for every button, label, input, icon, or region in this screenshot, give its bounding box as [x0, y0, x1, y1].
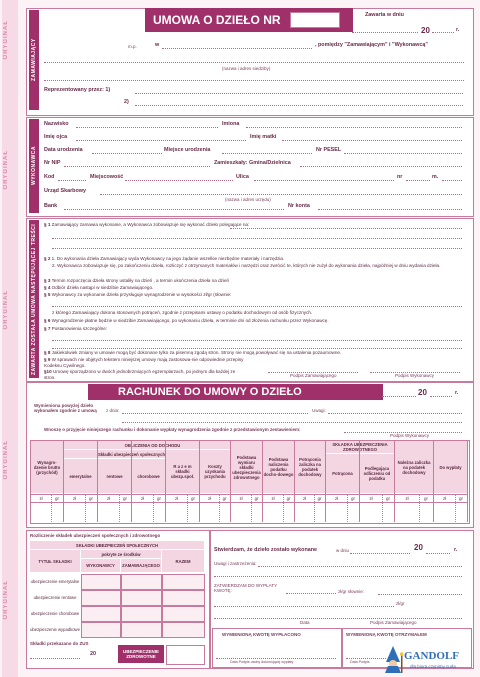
nip-label: Nr NIP	[44, 160, 61, 166]
approval-approve: ZATWIERDZAM DO WYPŁATY KWOTĘ:	[214, 583, 278, 593]
calc-podstawa-zdr: Podstawa wymiaru składki ubezpieczenia zdrowotnego	[231, 441, 262, 493]
flat-label: m.	[432, 174, 439, 180]
zus-year: 20	[90, 651, 96, 657]
calc-col-divider	[467, 441, 468, 522]
zus-row-label: ubezpieczenie emerytalne	[30, 574, 80, 588]
calc-unit-divider	[119, 495, 120, 522]
clause-5b-text: z którego Zamawiający dokona stosownych potrąceń, zgodnie z przepisami ustawy o podatku dochodowym od osób fizycznych.	[52, 310, 313, 315]
clause-4-text: Odbiór dzieła nastąpi w siedzibie Zamawiającego.	[51, 285, 154, 290]
bill-year-field[interactable]	[430, 396, 452, 397]
calc-col-divider	[63, 441, 64, 522]
zus-cell[interactable]	[121, 622, 162, 638]
bill-title	[88, 384, 383, 400]
clause-2-2	[52, 263, 464, 269]
house-nr-label: nr	[397, 174, 403, 180]
clause-1-num: § 1	[44, 222, 51, 227]
mother-label: Imię matki	[250, 134, 277, 140]
zus-health-field[interactable]	[166, 645, 205, 665]
approval-sign-z: Podpis Zamawiającego	[370, 620, 417, 625]
unit-gr: gr	[222, 496, 227, 501]
calc-subgroup: Składki ubezpieczeń społecznych	[64, 450, 199, 458]
bill-year-suffix: r.	[455, 390, 459, 396]
account-field[interactable]	[318, 209, 462, 210]
unit-gr: gr	[317, 496, 322, 501]
approval-day: w dniu	[336, 548, 350, 553]
surname-label: Nazwisko	[44, 121, 69, 127]
mp-label: m.p.	[128, 44, 137, 49]
bill-title-text: RACHUNEK DO UMOWY O DZIEŁO	[118, 386, 302, 398]
clause-3	[44, 278, 464, 284]
clause-1-text: Zamawiający zamawia wykonanie, a Wykonawca zobowiązuje się wykonać dzieło polegające na:	[51, 222, 250, 227]
unit-zl: zł	[106, 496, 111, 501]
repr-label: Reprezentowany przez: 1)	[44, 87, 111, 93]
zus-col-type: TYTUŁ SKŁADKI	[30, 550, 80, 572]
year-suffix: r.	[456, 27, 460, 33]
calc-tax: Należna zaliczka na podatek dochodowy	[395, 441, 433, 493]
calc-col-divider	[230, 441, 231, 522]
clause-9-num: § 9	[44, 357, 51, 362]
approval-amount-field[interactable]	[286, 593, 336, 594]
calc-sub-emer: emerytalne	[64, 459, 97, 493]
repr-1-field[interactable]	[135, 93, 463, 94]
approval-zl: zł/gr słownie:	[338, 589, 365, 594]
section-tresc: ZAWARTA ZOSTAŁA UMOWA NASTĘPUJĄCEJ TREŚCI	[29, 220, 39, 378]
tax-office-label: Urząd Skarbowy	[44, 188, 86, 194]
unit-zl: zł	[174, 496, 179, 501]
clause-2-2-text: 2. Wykonawca zobowiązuje się, po zakończeniu dzieła, rozliczyć z otrzymanych materiałów i narzędzi oraz zwrócić te, których nie zużył do wykonania dzieła, najpóźniej w dniu wydania dzieła.	[52, 263, 441, 268]
unit-gr: gr	[55, 496, 59, 501]
zus-header: SKŁADKI UBEZPIECZEŃ SPOŁECZNYCH	[30, 541, 204, 549]
unit-zl: zł	[239, 496, 243, 501]
date-label: Zawarta w dniu	[365, 12, 404, 18]
clause-1-line[interactable]	[52, 238, 462, 239]
unit-zl: zł	[405, 496, 409, 501]
postcode-field[interactable]	[58, 180, 86, 181]
approval-text: Stwierdzam, że dzieło zostało wykonane	[214, 547, 318, 553]
names-label: Imiona	[222, 121, 240, 127]
zus-covered: pokryte ze środków	[81, 550, 161, 558]
unit-zl: zł	[39, 496, 43, 501]
unit-zl: zł	[271, 496, 275, 501]
approval-year: 20	[414, 543, 423, 552]
clause-3-num: § 3	[44, 278, 51, 283]
bill-notes-line2[interactable]	[122, 422, 462, 423]
clause-7-num: § 7	[44, 326, 51, 331]
section-wykonawca: WYKONAWCA	[29, 119, 39, 213]
calc-col-divider	[394, 441, 395, 522]
approval-zl2: zł/gr	[396, 601, 405, 606]
house-nr-field[interactable]	[406, 180, 430, 181]
clause-5-text: Wykonawcy za wykonanie dzieła przysługuje wynagrodzenie w wysokości zł/gr (słownie:	[51, 292, 232, 297]
unit-gr: gr	[89, 496, 93, 501]
approval-year-field[interactable]	[426, 553, 450, 554]
date-field[interactable]	[352, 32, 418, 33]
city-label: Miejscowość	[90, 174, 124, 180]
clause-3-text: Termin rozpoczęcia dzieła strony ustaliły na dzień , a termin ukończenia dzieła na dzień	[51, 278, 230, 283]
gmina-label: Zamieszkały: Gmina/Dzielnica	[214, 160, 291, 166]
repr-2-field[interactable]	[135, 105, 463, 106]
clause-4	[44, 285, 464, 291]
father-field[interactable]	[76, 140, 246, 141]
calc-group: OBLICZENIA OD DOCHODU	[64, 441, 241, 449]
received-sig: Data Podpis	[350, 660, 370, 664]
clause-8	[44, 350, 464, 356]
bill-from-day: z dnia:	[106, 408, 120, 413]
original-label: ORYGINAŁ	[3, 290, 9, 330]
clause-5-num: § 5	[44, 292, 51, 297]
tax-office-hint: (nazwa i adres urzędu)	[225, 197, 271, 202]
zus-cell[interactable]	[81, 622, 121, 638]
contract-title-text: UMOWA O DZIEŁO NR	[153, 13, 281, 27]
unit-zl: zł	[334, 496, 339, 501]
approval-words-line2[interactable]	[214, 606, 394, 607]
received-text: WYMIENIONĄ KWOTĘ OTRZYMAŁEM	[346, 632, 427, 637]
calc-sub-chor: chorobowe	[132, 459, 165, 493]
original-label: ORYGINAŁ	[3, 150, 9, 190]
zus-cell[interactable]	[162, 574, 205, 590]
birthdate-label: Data urodzenia	[44, 147, 83, 153]
approval-notes-line2[interactable]	[214, 576, 462, 577]
sig-wykonawca: Podpis Wykonawcy	[395, 373, 434, 378]
zus-cell[interactable]	[121, 606, 162, 622]
calc-unit-divider	[219, 495, 220, 522]
flat-field[interactable]	[442, 180, 462, 181]
bill-year: 20	[418, 388, 427, 397]
clause-9-text: W sprawach nie objętych tekstem niniejszej umowy mają zastosowa-nie odpowiednie przepisy Kodeksu Cywilnego.	[44, 357, 244, 368]
clause-7-text: Postanowienia szczególne:	[51, 326, 108, 331]
in-field[interactable]	[162, 48, 312, 49]
pesel-field[interactable]	[344, 153, 462, 154]
calc-col-divider	[199, 441, 200, 522]
unit-gr: gr	[351, 496, 355, 501]
calc-health: SKŁADKA UBEZPIECZENIA ZDROWOTNEGO	[326, 441, 394, 453]
zus-row-label: ubezpieczenie wypadkowe	[30, 622, 80, 636]
gandolf-wizard-icon	[382, 645, 404, 673]
name-addr-hint: (nazwa i adres siedziby)	[222, 66, 271, 71]
bill-ask: Wnoszę o przyjęcie niniejszego rachunku i dokonanie wypłaty wynagrodzenia zgodnie z przedstawionym zestawieniem:	[44, 427, 301, 432]
original-label: ORYGINAŁ	[3, 20, 9, 60]
paid-sig: Data Podpis osoby dokonującej wypłaty	[230, 660, 294, 664]
account-label: Nr konta	[288, 203, 310, 209]
clause-2	[44, 256, 464, 262]
calc-unit-divider	[187, 495, 188, 522]
unit-gr: gr	[254, 496, 259, 501]
calc-health-odl: Podlegająca odliczeniu od podatku	[360, 454, 394, 493]
clause-7	[44, 326, 464, 332]
bank-field[interactable]	[64, 209, 284, 210]
bill-notes-field[interactable]	[328, 413, 462, 414]
tax-office-field[interactable]	[100, 194, 462, 195]
birthplace-field[interactable]	[222, 153, 312, 154]
clause-6	[44, 318, 464, 324]
year-field[interactable]	[432, 32, 454, 33]
zus-cell[interactable]	[121, 590, 162, 606]
zus-cell[interactable]	[121, 574, 162, 590]
brand-name: GANDOLF	[404, 650, 459, 662]
zus-sent: Składki przekazano do ZUS	[30, 641, 89, 646]
zus-sent-field[interactable]	[30, 658, 80, 659]
calc-unit-divider	[314, 495, 315, 522]
calc-pay: Do wypłaty	[434, 441, 467, 493]
zus-title: Rozliczenie składek ubezpieczeń społecznych i zdrowotnego	[30, 533, 161, 538]
calc-sub-razem: R a z e m składki ubezp.społ.	[166, 450, 199, 493]
zamawiajacy-addr-field[interactable]	[44, 80, 464, 81]
amount-line[interactable]	[52, 306, 462, 307]
clause-5b	[52, 310, 464, 316]
in-label: w	[155, 42, 160, 48]
original-band	[2, 0, 18, 677]
clause-7-line[interactable]	[52, 340, 462, 341]
unit-gr: gr	[424, 496, 428, 501]
zus-col-z: ZAMAWIAJĄCEGO	[121, 559, 161, 572]
original-label: ORYGINAŁ	[3, 580, 9, 620]
clause-6-num: § 6	[44, 318, 51, 323]
mother-field[interactable]	[282, 140, 462, 141]
section-zamawiajacy: ZAMAWIAJĄCY	[29, 10, 39, 110]
unit-gr: gr	[286, 496, 291, 501]
unit-gr: gr	[157, 496, 161, 501]
clause-6-text: Wynagrodzenie płatne będzie w siedzibie Zamawiającego, po wykonaniu dzieła, w terminie dni od złożenia rachunku przez Wykonawcę.	[51, 318, 329, 323]
gmina-field[interactable]	[300, 166, 462, 167]
unit-gr: gr	[123, 496, 127, 501]
zamawiajacy-name-field[interactable]	[44, 62, 464, 63]
postcode-label: Kod	[44, 174, 55, 180]
sig-zamawiajacy: Podpis Zamawiającego	[290, 373, 337, 378]
unit-zl: zł	[369, 496, 373, 501]
unit-gr: gr	[386, 496, 390, 501]
paid-sign-line[interactable]	[216, 658, 336, 659]
unit-gr: gr	[459, 496, 463, 501]
nip-field[interactable]	[64, 166, 210, 167]
calc-unit-divider	[283, 495, 284, 522]
names-field[interactable]	[246, 127, 462, 128]
clause-1-line[interactable]	[52, 248, 462, 249]
calc-col-divider	[262, 441, 263, 522]
bill-date-field[interactable]	[382, 396, 416, 397]
unit-zl: zł	[302, 496, 307, 501]
calc-koszty: Koszty uzyskania przychodu	[200, 450, 230, 493]
unit-zl: zł	[72, 496, 77, 501]
calc-zaliczka: Potrąconia zaliczka na podatek dochodowy	[295, 441, 325, 493]
approval-suffix: r.	[454, 547, 458, 553]
unit-zl: zł	[140, 496, 145, 501]
street-field[interactable]	[254, 180, 394, 181]
calc-unit-divider	[347, 495, 348, 522]
brand-tagline: dla biura czynimy cuda	[410, 664, 456, 669]
calc-health-potr: Potrącona	[326, 454, 359, 493]
clause-10	[44, 369, 244, 381]
bill-notes: Uwagi:	[312, 408, 326, 413]
zus-col-w: WYKONAWCY	[81, 559, 120, 572]
father-label: Imię ojca	[44, 134, 68, 140]
calc-col-divider	[433, 441, 434, 522]
calc-sub-rent: rentowe	[98, 459, 131, 493]
repr-2-label: 2)	[124, 99, 129, 105]
approval-notes-field[interactable]	[258, 566, 462, 567]
zus-cell[interactable]	[162, 590, 205, 606]
calc-unit-divider	[455, 495, 456, 522]
zus-cell[interactable]	[81, 606, 121, 622]
clause-2-num: § 2	[44, 256, 51, 261]
calc-unit-divider	[419, 495, 420, 522]
street-label: Ulica	[236, 174, 249, 180]
zus-cell[interactable]	[162, 622, 205, 638]
zus-col-total: RAZEM	[162, 550, 204, 572]
approval-notes: Uwagi i zastrzeżenia:	[214, 561, 257, 566]
paid-text: WYMIENIONĄ KWOTĘ WYPŁACONO	[222, 632, 301, 637]
clause-9	[44, 357, 244, 369]
contractor-box	[26, 117, 474, 217]
city-field[interactable]	[125, 180, 233, 181]
bill-from-day-field[interactable]	[122, 413, 308, 414]
clause-8-num: § 8	[44, 350, 51, 355]
calc-unit-divider	[382, 495, 383, 522]
between-label: , pomiędzy "Zamawiającym" i "Wykonawcą"	[315, 42, 428, 48]
surname-field[interactable]	[76, 127, 218, 128]
calc-col-divider	[131, 441, 132, 522]
calc-unit-divider	[85, 495, 86, 522]
calc-unit-divider	[251, 495, 252, 522]
calc-col-divider	[97, 441, 98, 522]
zus-health: UBEZPIECZENIE ZDROWOTNE	[118, 645, 164, 663]
original-label: ORYGINAŁ	[3, 440, 9, 480]
unit-zl: zł	[207, 496, 212, 501]
calc-podstawa-pod: Podstawa naliczenia podatku docho-dowego	[263, 441, 294, 493]
approval-sign-date: Data	[300, 620, 310, 625]
calc-unit-divider	[153, 495, 154, 522]
received-sign-line[interactable]	[346, 658, 386, 659]
unit-zl: zł	[442, 496, 447, 501]
calc-col-divider	[294, 441, 295, 522]
calc-col-divider	[165, 441, 166, 522]
clause-5	[44, 292, 464, 298]
bill-sig: Podpis Wykonawcy	[390, 433, 429, 438]
zus-cell[interactable]	[162, 606, 205, 622]
pesel-label: Nr PESEL	[316, 147, 342, 153]
clause-10-text: Umowę sporządzono w dwóch jednobrzmiących egzemplarzach, po jednym dla każdej ze stron.	[44, 369, 236, 380]
calc-col-divider	[325, 441, 326, 522]
calc-divider	[30, 502, 468, 503]
year-label: 20	[421, 26, 430, 35]
zus-row-label: ubezpieczenie chorobowe	[30, 606, 80, 620]
zus-cell[interactable]	[81, 590, 121, 606]
zus-cell[interactable]	[81, 574, 121, 590]
clause-1-line[interactable]	[230, 228, 462, 229]
zus-row-label: ubezpieczenie rentowe	[30, 590, 80, 604]
approval-sign-line[interactable]	[214, 618, 462, 619]
birthplace-label: Miejsce urodzenia	[164, 147, 211, 153]
clause-4-num: § 4	[44, 285, 51, 290]
birthdate-field[interactable]	[92, 153, 162, 154]
bank-label: Bank	[44, 203, 58, 209]
clause-7-line[interactable]	[52, 348, 462, 349]
clause-8-text: Jakiekolwiek zmiany w umowie mogą być dokonane tylko za pisemną zgodą stron. Strony nie mogą powoływać się na ustalenia pozaumowne.	[51, 350, 342, 355]
calc-col-divider	[359, 441, 360, 522]
calc-unit-divider	[51, 495, 52, 522]
approval-day-field[interactable]	[350, 553, 410, 554]
unit-gr: gr	[191, 496, 195, 501]
bill-for-label: Wymieniona powyżej dzieło wykonałem zgodnie z umową	[34, 403, 97, 413]
clause-10-num: §10	[44, 369, 52, 374]
approval-words-field[interactable]	[378, 594, 462, 595]
calc-col-brutto: Wynagro-dzenie brutto (przychód)	[31, 441, 63, 493]
contract-number-field[interactable]	[290, 12, 340, 28]
clause-2-text: 1. Do wykonania dzieła Zamawiający wyda Wykonawcy na jego żądanie wszelkie niezbędne materiały i narzędzia.	[51, 256, 285, 261]
